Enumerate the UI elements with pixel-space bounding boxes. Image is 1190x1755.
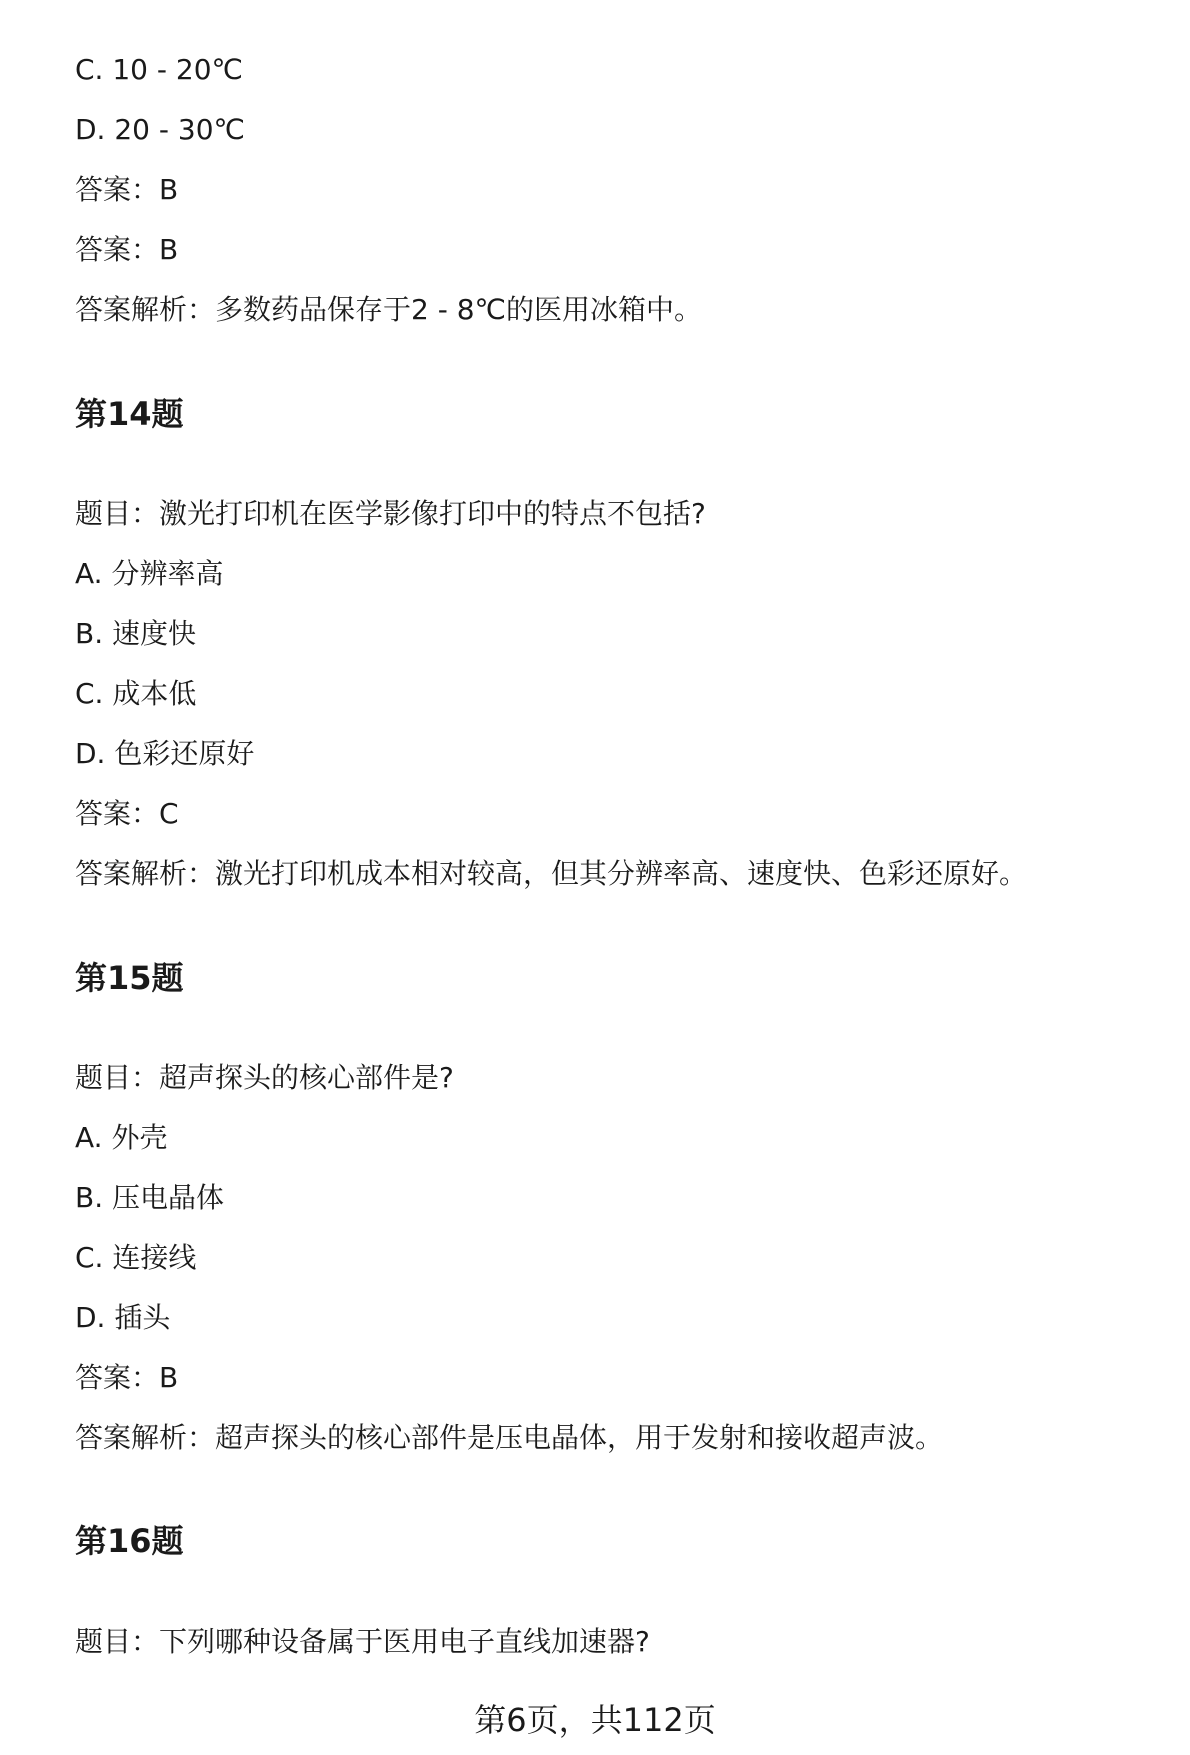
question-15-text: 题目：超声探头的核心部件是? [75, 1061, 454, 1094]
question-15-heading: 第15题 [75, 959, 184, 997]
question-14-heading: 第14题 [75, 395, 184, 433]
question-15-option-c: C. 连接线 [75, 1241, 197, 1274]
page-number: 第6页，共112页 [474, 1701, 716, 1739]
answer-line: 答案：B [75, 173, 179, 206]
question-15-option-a: A. 外壳 [75, 1121, 168, 1154]
question-15-explanation: 答案解析：超声探头的核心部件是压电晶体，用于发射和接收超声波。 [75, 1421, 944, 1454]
question-14-text: 题目：激光打印机在医学影像打印中的特点不包括? [75, 497, 706, 530]
option-c: C. 10 - 20℃ [75, 53, 243, 86]
question-15-answer: 答案：B [75, 1361, 179, 1394]
question-16-text: 题目：下列哪种设备属于医用电子直线加速器? [75, 1625, 650, 1658]
question-14-option-d: D. 色彩还原好 [75, 737, 255, 770]
question-14-option-b: B. 速度快 [75, 617, 197, 650]
question-14-explanation: 答案解析：激光打印机成本相对较高，但其分辨率高、速度快、色彩还原好。 [75, 857, 1028, 890]
question-15-option-b: B. 压电晶体 [75, 1181, 225, 1214]
question-16-heading: 第16题 [75, 1522, 184, 1560]
answer-explanation: 答案解析：多数药品保存于2 - 8℃的医用冰箱中。 [75, 293, 702, 326]
question-14-option-c: C. 成本低 [75, 677, 197, 710]
option-d: D. 20 - 30℃ [75, 113, 245, 146]
question-14-answer: 答案：C [75, 797, 179, 830]
question-15-option-d: D. 插头 [75, 1301, 171, 1334]
question-14-option-a: A. 分辨率高 [75, 557, 224, 590]
answer-line-repeat: 答案：B [75, 233, 179, 266]
